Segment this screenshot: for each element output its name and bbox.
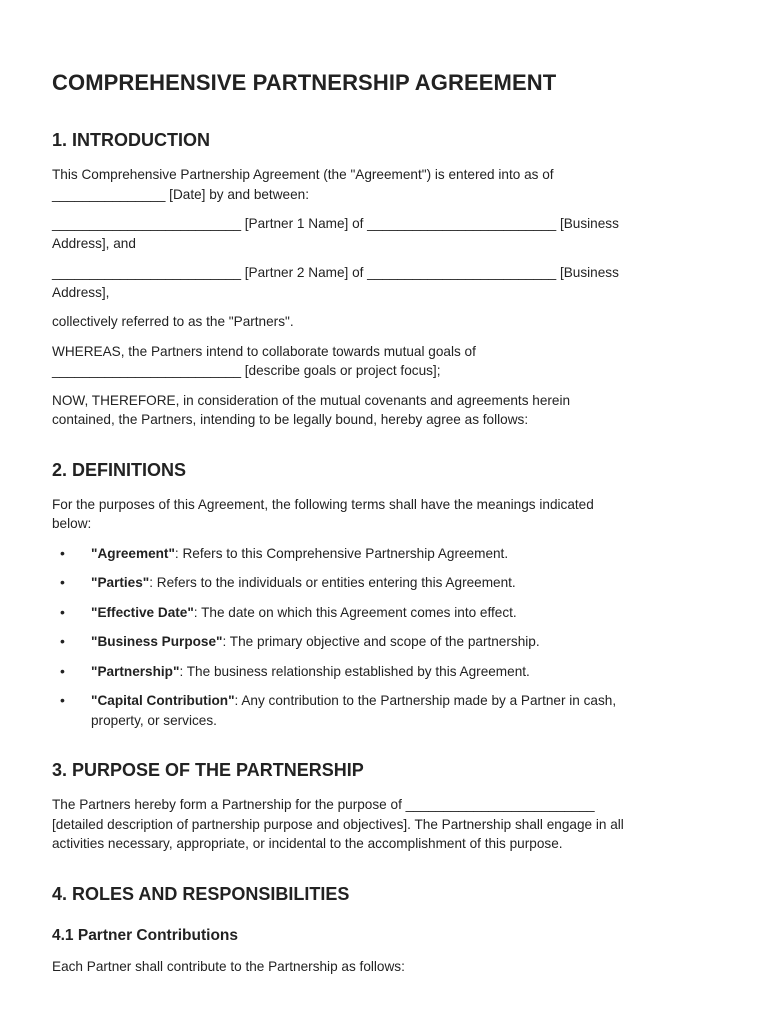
definition-item-business-purpose: • "Business Purpose": The primary objective and scope of the partnership. — [52, 632, 706, 652]
intro-paragraph-whereas: WHEREAS, the Partners intend to collaborate towards mutual goals of _________________________ [describe goals or project focus]; — [52, 343, 476, 378]
intro-paragraph-partner-1: _________________________ [Partner 1 Name] of _________________________ [Business Address], and — [52, 216, 619, 251]
section-heading-roles: 4. ROLES AND RESPONSIBILITIES — [52, 883, 350, 904]
intro-paragraph-collectively: collectively referred to as the "Partners". — [52, 314, 294, 329]
definition-item-capital-contribution: • "Capital Contribution": Any contribution to the Partnership made by a Partner in cash, property, or services. — [60, 692, 617, 728]
section-heading-purpose: 3. PURPOSE OF THE PARTNERSHIP — [52, 760, 364, 780]
bullet-icon: • — [60, 662, 65, 679]
section-heading-introduction: 1. INTRODUCTION — [52, 130, 211, 150]
roles-paragraph: Each Partner shall contribute to the Partnership as follows: — [52, 958, 405, 974]
bullet-icon: • — [60, 544, 65, 561]
definition-item-partnership: • "Partnership": The business relationship established by this Agreement. — [52, 662, 706, 682]
purpose-paragraph: The Partners hereby form a Partnership for the purpose of _________________________ [detailed description of partnership purpose and objectives]. The Partnership shall engage in all activities necessary, appropriate, or incidental to the accomplishment of this purpose. — [52, 797, 624, 851]
definitions-lead: For the purposes of this Agreement, the following terms shall have the meanings indicated below: — [52, 496, 594, 531]
bullet-icon: • — [60, 633, 65, 649]
intro-paragraph-now-therefore: NOW, THEREFORE, in consideration of the mutual covenants and agreements herein contained, the Partners, intending to be legally bound, hereby agree as follows: — [52, 392, 571, 427]
intro-paragraph-partner-2: _________________________ [Partner 2 Name] of _________________________ [Business Address], — [52, 265, 619, 300]
subsection-heading-partner-contributions: 4.1 Partner Contributions — [52, 926, 239, 944]
section-heading-definitions: 2. DEFINITIONS — [52, 459, 187, 480]
bullet-icon: • — [60, 603, 65, 620]
document-title: COMPREHENSIVE PARTNERSHIP AGREEMENT — [52, 70, 557, 95]
bullet-icon: • — [60, 692, 65, 708]
intro-paragraph-date: This Comprehensive Partnership Agreement (the "Agreement") is entered into as of _______________ [Date] by and between: — [52, 167, 554, 202]
definitions-list — [52, 544, 706, 731]
definition-item-agreement: • "Agreement": Refers to this Comprehensive Partnership Agreement. — [52, 544, 706, 564]
definition-item-effective-date: • "Effective Date": The date on which this Agreement comes into effect. — [52, 603, 706, 623]
bullet-icon: • — [60, 574, 65, 590]
definition-item-parties: • "Parties": Refers to the individuals or entities entering this Agreement. — [52, 573, 706, 593]
